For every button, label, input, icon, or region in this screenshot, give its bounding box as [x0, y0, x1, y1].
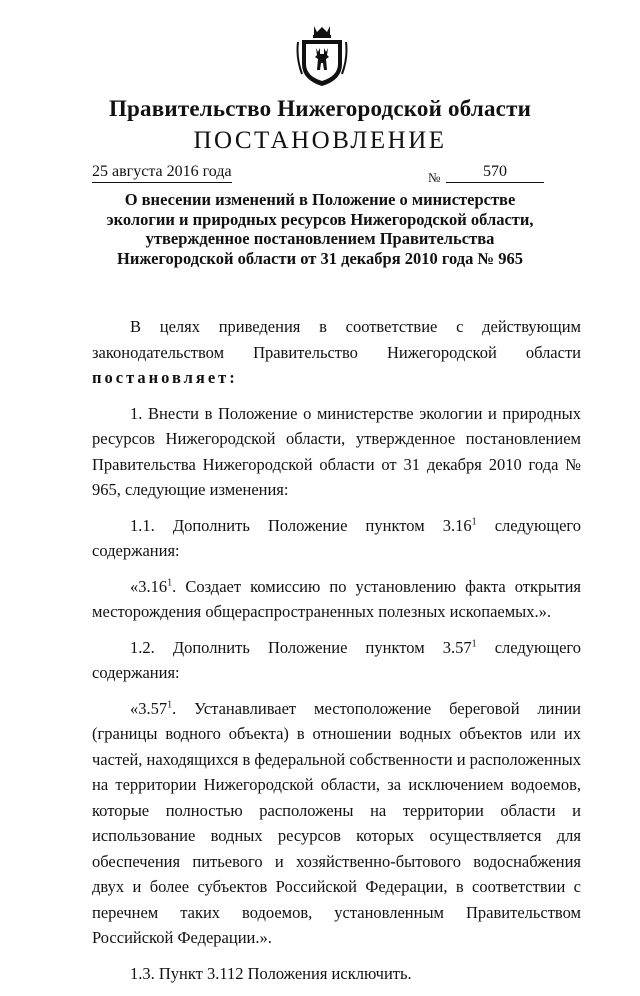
document-date: 25 августа 2016 года — [92, 163, 232, 183]
quote-1-text: . Создает комиссию по установлению факта открытия месторождения общераспространенных полезных ископаемых.». — [92, 576, 581, 621]
subject-line: Нижегородской области от 31 декабря 2010 года № 965 — [117, 248, 523, 268]
item-1-2-text: 1.2. Дополнить Положение пунктом 3.57 — [130, 637, 472, 657]
item-1-3: 1.3. Пункт 3.112 Положения исключить. — [130, 963, 412, 983]
intro-text: В целях приведения в соответствие с действующим законодательством Правительство Нижегородской области — [92, 317, 581, 362]
superscript: 1 — [167, 577, 173, 588]
superscript: 1 — [471, 516, 477, 527]
quote-3-57-1 — [92, 696, 581, 951]
document-number: 570 — [446, 163, 544, 183]
government-title: Правительство Нижегородской области — [108, 96, 532, 121]
item-1: 1. Внести в Положение о министерстве экологии и природных ресурсов Нижегородской области, утвержденное постановлением Правительства Нижегородской области от 31 декабря 2010 года № 965, следующие изменения: — [92, 403, 581, 499]
item-1-1 — [92, 513, 581, 564]
subject-line: О внесении изменений в Положение о министерстве — [124, 190, 516, 209]
quote-2-number: «3.57 — [130, 698, 168, 718]
item-1-1-text: 1.1. Дополнить Положение пунктом 3.16 — [130, 515, 472, 535]
number-sign: № — [428, 170, 441, 185]
superscript: 1 — [167, 699, 173, 710]
superscript: 1 — [471, 638, 477, 649]
subject-line: экологии и природных ресурсов Нижегородской области, — [106, 209, 534, 229]
coat-of-arms-emblem — [296, 24, 348, 88]
intro-paragraph — [92, 314, 581, 391]
quote-3-16-1 — [92, 574, 581, 625]
item-1-2 — [92, 635, 581, 686]
item-1-1-tail: следующего содержания: — [92, 515, 581, 560]
quote-1-number: «3.16 — [130, 576, 168, 596]
deer-emblem-icon — [296, 24, 348, 88]
quote-2-text: . Устанавливает местоположение береговой линии (границы водного объекта) в отношении водных объектов или их частей, находящихся в федеральной собственности и расположенных на территории Нижегородской области, за исключением водоемов, которые полностью расположены на территории области и использование водных ресурсов которых осуществляется для обеспечения питьевого и хозяйственно-бытового водоснабжения двух и более субъектов Российской Федерации, в соответствии с перечнем таких водоемов, установленным Правительством Российской Федерации.». — [92, 698, 582, 947]
document-subject — [60, 190, 580, 268]
decree-word: постановляет: — [92, 368, 238, 387]
document-type-heading: ПОСТАНОВЛЕНИЕ — [193, 127, 447, 154]
document-body — [92, 314, 581, 996]
subject-line: утвержденное постановлением Правительства — [145, 229, 495, 248]
item-1-2-tail: следующего содержания: — [92, 637, 581, 682]
